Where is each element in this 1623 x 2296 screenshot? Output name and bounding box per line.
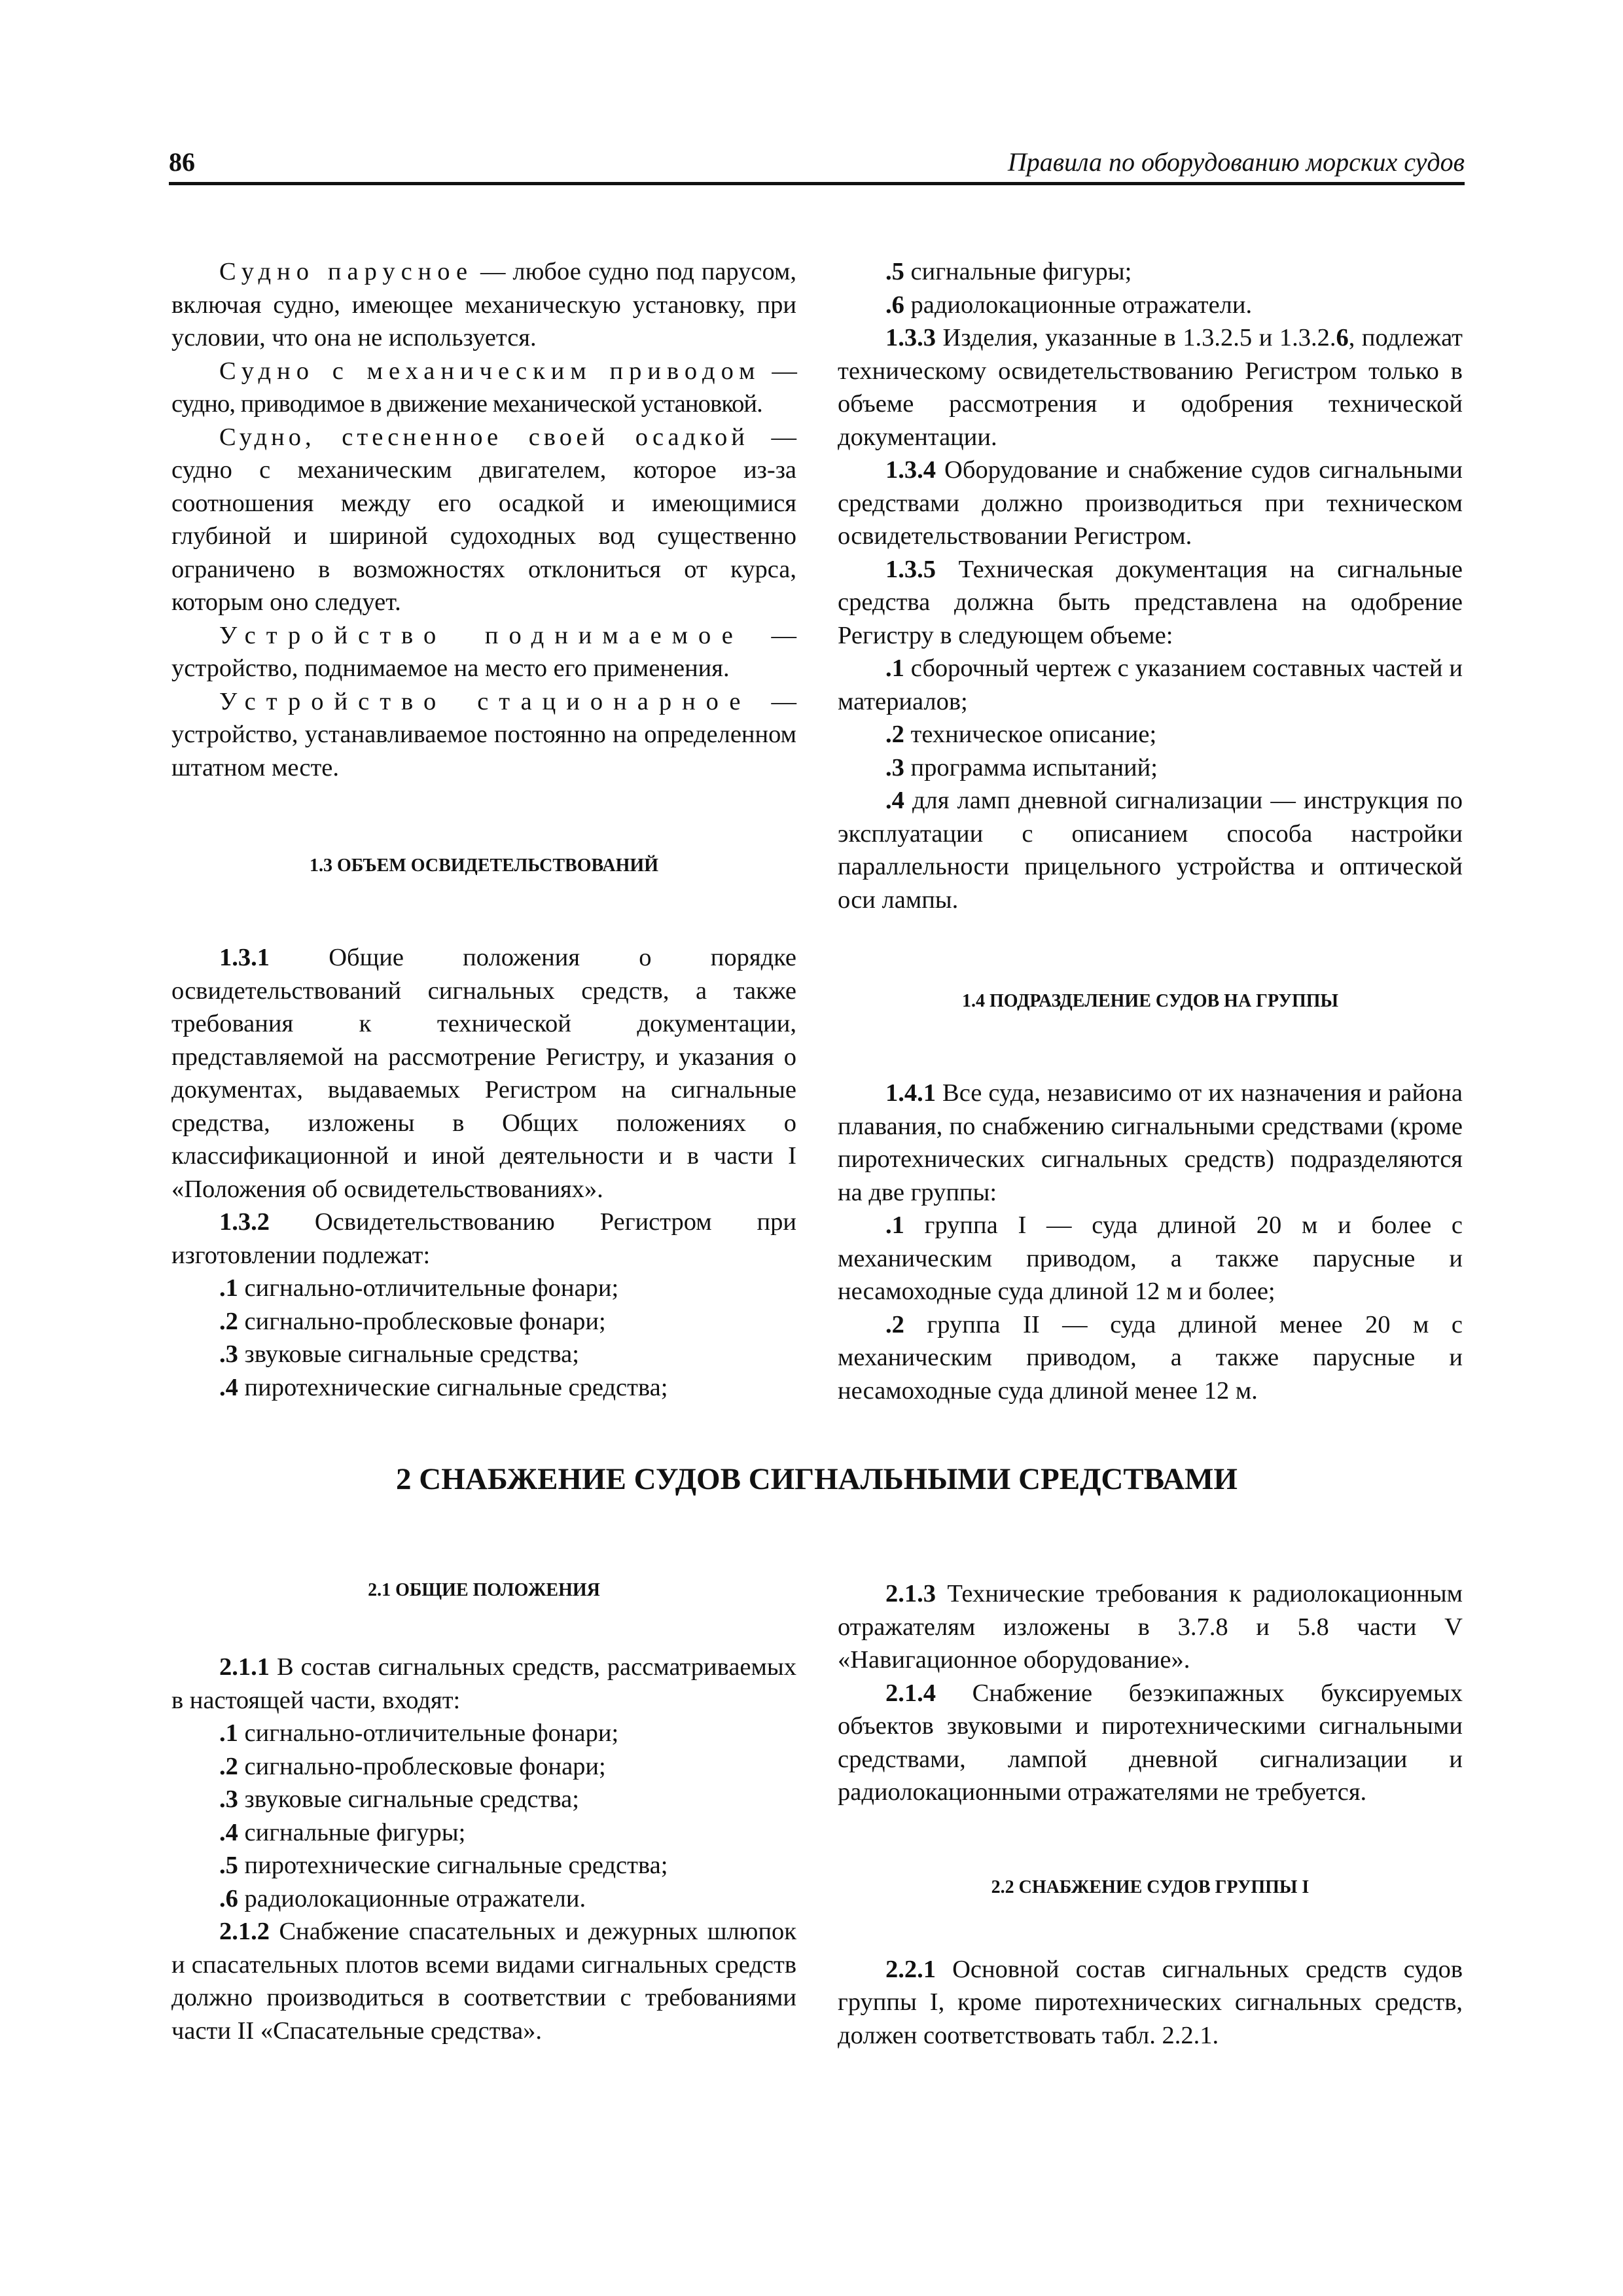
list-item: .4 для ламп дневной сигнализации — инструкция по эксплуатации с описанием способа настройки параллельности прицельного устройства и оптической оси лампы. <box>838 787 1463 914</box>
lower-right-column <box>838 1577 1463 2052</box>
section-heading-2-2: 2.2 СНАБЖЕНИЕ СУДОВ ГРУППЫ I <box>991 1876 1310 1897</box>
definition-draught-vessel: Судно, стесненное своей осадкой — судно с механическим двигателем, которое из-за соотношения между его осадкой и имеющимися глубиной и шириной судоходных вод существенно ограничено в возможностях отклониться от курса, которым оно следует. <box>171 423 796 616</box>
list-item: .2 сигнально-проблесковые фонари; <box>219 1752 606 1780</box>
list-item: .1 сигнально-отличительные фонари; <box>219 1274 619 1302</box>
definition-term: Судно с механическим приводом <box>219 357 761 385</box>
list-item: .4 сигнальные фигуры; <box>219 1818 466 1846</box>
definition-sailing-vessel: Судно парусное — любое судно под парусом, включая судно, имеющее механическую установку, при условии, что она не используется. <box>171 258 796 351</box>
list-item: .3 звуковые сигнальные средства; <box>219 1340 579 1368</box>
running-title: Правила по оборудованию морских судов <box>1007 147 1465 177</box>
upper-right-column <box>838 255 1463 1407</box>
list-item: .1 группа I — суда длиной 20 м и более с механическим приводом, а также парусные и несамоходные суда длиной 12 м и более; <box>838 1211 1463 1305</box>
section-heading-1-3: 1.3 ОБЪЕМ ОСВИДЕТЕЛЬСТВОВАНИЙ <box>310 855 658 876</box>
list-item: .3 звуковые сигнальные средства; <box>219 1785 579 1813</box>
list-item: .1 сигнально-отличительные фонари; <box>219 1719 619 1747</box>
paragraph-1-3-1: 1.3.1 Общие положения о порядке освидетельствований сигнальных средств, а также требования к технической документации, представляемой на рассмотрение Регистру, и указания о документах, выдаваемых Регистром на сигнальные средства, изложены в Общих положениях о классификационной и иной деятельности и в части I «Положения об освидетельствованиях». <box>171 944 796 1203</box>
definition-term: Устройство стационарное <box>219 687 751 715</box>
list-item: .1 сборочный чертеж с указанием составных частей и материалов; <box>838 655 1463 715</box>
paragraph-1-3-3: 1.3.3 Изделия, указанные в 1.3.2.5 и 1.3.2.6, подлежат техническому освидетельствованию Регистром только в объеме рассмотрения и одобрения технической документации. <box>838 324 1463 451</box>
paragraph-2-1-4: 2.1.4 Снабжение безэкипажных буксируемых объектов звуковыми и пиротехническими сигнальными средствами, лампой дневной сигнализации и радиолокационными отражателями не требуется. <box>838 1679 1463 1806</box>
definition-term: Устройство поднимаемое <box>219 621 743 649</box>
list-item: .2 группа II — суда длиной менее 20 м с механическим приводом, а также парусные и несамоходные суда длиной менее 12 м. <box>838 1310 1463 1405</box>
definition-power-driven-vessel: Судно с механическим приводом — судно, приводимое в движение механической установкой. <box>171 357 797 418</box>
paragraph-1-3-4: 1.3.4 Оборудование и снабжение судов сигнальными средствами должно производиться при техническом освидетельствовании Регистром. <box>838 456 1463 550</box>
paragraph-2-2-1: 2.2.1 Основной состав сигнальных средств судов группы I, кроме пиротехнических сигнальных средств, должен соответствовать табл. 2.2.1. <box>838 1955 1463 2049</box>
chapter-title: 2 СНАБЖЕНИЕ СУДОВ СИГНАЛЬНЫМИ СРЕДСТВАМИ <box>396 1462 1238 1496</box>
paragraph-1-3-2: 1.3.2 Освидетельствованию Регистром при изготовлении подлежат: <box>171 1208 796 1269</box>
list-item: .5 пиротехнические сигнальные средства; <box>219 1852 668 1879</box>
paragraph-2-1-2: 2.1.2 Снабжение спасательных и дежурных шлюпок и спасательных плотов всеми видами сигнальных средств должно производиться в соответствии с требованиями части II «Спасательные средства». <box>171 1918 796 2045</box>
upper-left-column <box>171 255 796 1404</box>
lower-left-column <box>171 1577 796 2047</box>
list-item: .3 программа испытаний; <box>885 753 1158 781</box>
paragraph-1-3-5: 1.3.5 Техническая документация на сигнальные средства должна быть представлена на одобрение Регистру в следующем объеме: <box>838 555 1463 649</box>
list-item: .2 техническое описание; <box>885 721 1157 748</box>
definition-term: Судно парусное <box>219 258 474 285</box>
paragraph-2-1-1: 2.1.1 В состав сигнальных средств, рассматриваемых в настоящей части, входят: <box>171 1653 796 1714</box>
section-heading-1-4: 1.4 ПОДРАЗДЕЛЕНИЕ СУДОВ НА ГРУППЫ <box>962 991 1338 1011</box>
paragraph-2-1-3: 2.1.3 Технические требования к радиолокационным отражателям изложены в 3.7.8 и 5.8 части V «Навигационное оборудование». <box>838 1580 1463 1674</box>
section-heading-2-1: 2.1 ОБЩИЕ ПОЛОЖЕНИЯ <box>368 1580 600 1600</box>
list-item: .4 пиротехнические сигнальные средства; <box>219 1373 668 1401</box>
definition-fixed-device: Устройство стационарное — устройство, устанавливаемое постоянно на определенном штатном месте. <box>171 687 797 781</box>
list-item: .2 сигнально-проблесковые фонари; <box>219 1307 606 1335</box>
definition-term: Судно, стесненное своей осадкой <box>219 423 749 451</box>
list-item: .6 радиолокационные отражатели. <box>885 291 1253 319</box>
list-item: .6 радиолокационные отражатели. <box>219 1884 586 1912</box>
page-header <box>169 143 1465 185</box>
page-number: 86 <box>169 147 195 177</box>
paragraph-1-4-1: 1.4.1 Все суда, независимо от их назначения и района плавания, по снабжению сигнальными средствами (кроме пиротехнических сигнальных средств) подразделяются на две группы: <box>838 1079 1463 1206</box>
list-item: .5 сигнальные фигуры; <box>885 258 1132 285</box>
definition-liftable-device: Устройство поднимаемое — устройство, поднимаемое на место его применения. <box>171 621 796 682</box>
